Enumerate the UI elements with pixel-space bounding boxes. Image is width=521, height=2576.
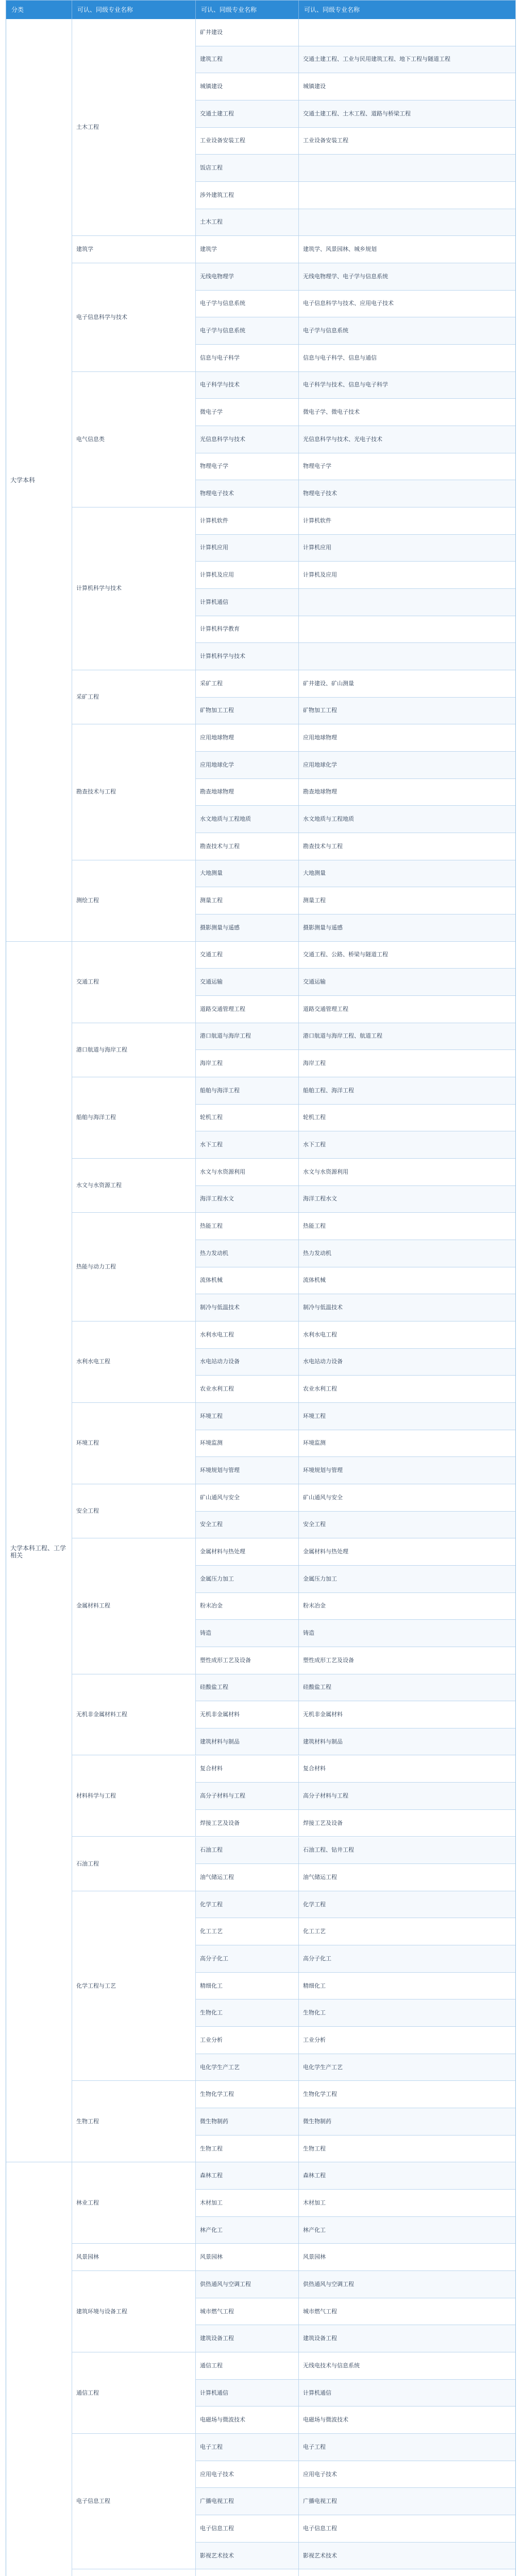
section-cell: 测绘工程	[72, 860, 196, 942]
major-cell: 高分子化工	[196, 1945, 299, 1973]
major-cell: 应用地球化学	[196, 752, 299, 779]
section-cell: 电气信息类	[72, 372, 196, 507]
equivalent-cell: 热力发动机	[299, 1240, 515, 1267]
equivalent-cell: 水利水电工程	[299, 1321, 515, 1349]
section-cell: 材料科学与工程	[72, 1756, 196, 1837]
major-cell: 土木工程	[196, 209, 299, 236]
equivalent-cell: 城镇建设	[299, 73, 515, 100]
section-cell: 交通工程	[72, 942, 196, 1023]
equivalent-cell: 复合材料	[299, 1756, 515, 1783]
major-cell: 生物化工	[196, 1999, 299, 2027]
major-cell: 微电子学	[196, 399, 299, 426]
equivalent-cell: 工业设备安装工程	[299, 128, 515, 155]
major-cell: 城市燃气工程	[196, 2298, 299, 2326]
section-cell: 计算机科学与技术	[72, 507, 196, 670]
major-cell: 交通土建工程	[196, 100, 299, 128]
major-cell: 环境监测	[196, 1430, 299, 1458]
equivalent-cell: 摄影测量与遥感	[299, 914, 515, 942]
header-col-category: 分类	[6, 1, 72, 19]
major-cell: 精细化工	[196, 1973, 299, 2000]
equivalent-cell	[299, 2569, 515, 2576]
major-cell: 矿井建设	[196, 19, 299, 46]
major-cell: 木材加工	[196, 2190, 299, 2217]
category-cell: 大学本科	[6, 19, 72, 942]
major-cell: 生物工程	[196, 2136, 299, 2163]
section-cell: 水利水电工程	[72, 1321, 196, 1403]
equivalent-cell: 光信息科学与技术、光电子技术	[299, 426, 515, 453]
equivalent-cell: 矿山通风与安全	[299, 1484, 515, 1512]
major-cell: 高分子材料与工程	[196, 1783, 299, 1810]
equivalent-cell: 电子信息工程	[299, 2515, 515, 2543]
equivalent-cell: 应用电子技术	[299, 2461, 515, 2488]
major-cell: 影视艺术技术	[196, 2543, 299, 2570]
equivalent-cell: 水下工程	[299, 1131, 515, 1159]
equivalent-cell: 环境规划与管理	[299, 1457, 515, 1484]
equivalent-cell: 应用地球化学	[299, 752, 515, 779]
major-cell: 电子学与信息系统	[196, 291, 299, 318]
equivalent-cell: 计算机软件	[299, 507, 515, 535]
major-cell: 计算机通信	[196, 2380, 299, 2407]
section-cell: 化学工程与工艺	[72, 1891, 196, 2081]
major-cell: 矿山通风与安全	[196, 1484, 299, 1512]
major-cell: 森林工程	[196, 2162, 299, 2190]
header-col-major: 可认、同级专业名称	[196, 1, 299, 19]
section-cell: 通信工程	[72, 2352, 196, 2434]
section-cell: 船舶与海洋工程	[72, 1077, 196, 1159]
equivalent-cell: 计算机及应用	[299, 562, 515, 589]
equivalent-cell: 电子科学与技术、信息与电子科学	[299, 372, 515, 399]
equivalent-cell: 金属压力加工	[299, 1566, 515, 1593]
major-cell: 城镇建设	[196, 73, 299, 100]
equivalent-cell: 水文与水资源利用	[299, 1159, 515, 1186]
major-cell: 水电站动力设备	[196, 1349, 299, 1376]
major-cell: 广播电视工程	[196, 2488, 299, 2515]
equivalent-cell: 精细化工	[299, 1973, 515, 2000]
major-cell: 电子科学与技术	[196, 372, 299, 399]
major-cell: 安全工程	[196, 1512, 299, 1539]
equivalent-cell: 电子信息科学与技术、应用电子技术	[299, 291, 515, 318]
equivalent-cell: 轮机工程	[299, 1105, 515, 1132]
equivalent-cell: 流体机械	[299, 1267, 515, 1295]
section-cell: 电子信息科学与技术	[72, 263, 196, 372]
section-cell: 水文与水资源工程	[72, 1159, 196, 1213]
equivalent-cell: 船舶工程、海洋工程	[299, 1077, 515, 1105]
major-cell: 复合材料	[196, 1756, 299, 1783]
major-cell: 焊接工艺及设备	[196, 1810, 299, 1837]
equivalent-cell: 物理电子技术	[299, 480, 515, 507]
equivalent-cell: 森林工程	[299, 2162, 515, 2190]
equivalent-cell: 海岸工程	[299, 1050, 515, 1077]
equivalent-cell: 电化学生产工艺	[299, 2054, 515, 2081]
equivalent-cell: 大地测量	[299, 860, 515, 888]
major-cell: 生物化学工程	[196, 2081, 299, 2108]
major-cell: 无线电物理学	[196, 263, 299, 291]
section-cell: 电子信息工程	[72, 2434, 196, 2569]
section-cell: 热能与动力工程	[72, 1213, 196, 1321]
equivalent-cell: 交通运输	[299, 969, 515, 996]
major-cell: 水文与水资源利用	[196, 1159, 299, 1186]
major-cell: 海岸工程	[196, 1050, 299, 1077]
equivalent-cell: 水电站动力设备	[299, 1349, 515, 1376]
major-cell: 工业分析	[196, 2027, 299, 2054]
table-header	[6, 1, 515, 19]
major-cell: 电子信息工程	[196, 2515, 299, 2543]
major-cell: 计算机通信	[196, 589, 299, 616]
major-cell: 石油工程	[196, 1837, 299, 1865]
equivalent-cell: 道路交通管理工程	[299, 996, 515, 1023]
major-cell: 铸造	[196, 1620, 299, 1647]
equivalent-cell: 计算机应用	[299, 535, 515, 562]
equivalent-cell: 海洋工程水文	[299, 1186, 515, 1213]
equivalent-cell: 化工工艺	[299, 1918, 515, 1945]
equivalent-cell: 制冷与低温技术	[299, 1294, 515, 1321]
section-cell: 土木工程	[72, 19, 196, 236]
equivalent-cell: 水文地质与工程地质	[299, 806, 515, 833]
equivalent-cell: 建筑学、风景园林、城乡规划	[299, 236, 515, 263]
major-cell: 计算机科学与技术	[196, 643, 299, 670]
major-cell: 制冷与低温技术	[196, 1294, 299, 1321]
major-cell: 建筑学	[196, 236, 299, 263]
category-cell: 大学本科工程、工学相关	[6, 942, 72, 2163]
equivalent-cell: 勘查技术与工程	[299, 833, 515, 860]
equivalent-cell: 生物化工	[299, 1999, 515, 2027]
major-cell: 无机非金属材料	[196, 1701, 299, 1728]
equivalent-cell: 粉末冶金	[299, 1593, 515, 1620]
section-cell: 金属材料工程	[72, 1538, 196, 1674]
major-cell: 应用地球物理	[196, 724, 299, 752]
major-cell	[196, 2569, 299, 2576]
section-cell: 建筑环境与设备工程	[72, 2271, 196, 2352]
equivalent-cell: 勘查地球物理	[299, 779, 515, 806]
equivalent-cell: 农业水利工程	[299, 1376, 515, 1403]
equivalent-cell: 环境工程	[299, 1403, 515, 1430]
major-cell: 环境工程	[196, 1403, 299, 1430]
major-cell: 勘查技术与工程	[196, 833, 299, 860]
section-cell: 环境工程	[72, 1403, 196, 1484]
major-cell: 水下工程	[196, 1131, 299, 1159]
major-cell: 港口航道与海岸工程	[196, 1023, 299, 1050]
major-cell: 粉末冶金	[196, 1593, 299, 1620]
equivalent-cell: 交通土建工程、工业与民用建筑工程、地下工程与隧道工程	[299, 46, 515, 74]
major-cell: 采矿工程	[196, 670, 299, 698]
major-cell: 涉外建筑工程	[196, 182, 299, 209]
equivalent-cell	[299, 19, 515, 46]
major-cell: 油气储运工程	[196, 1864, 299, 1891]
equivalent-cell: 硅酸盐工程	[299, 1674, 515, 1702]
equivalent-cell: 林产化工	[299, 2217, 515, 2244]
major-cell: 化学工程	[196, 1891, 299, 1919]
equivalent-cell	[299, 589, 515, 616]
equivalent-cell: 微电子学、微电子技术	[299, 399, 515, 426]
equivalent-cell: 安全工程	[299, 1512, 515, 1539]
major-cell: 交通运输	[196, 969, 299, 996]
major-cell: 大地测量	[196, 860, 299, 888]
equivalent-cell: 石油工程、钻井工程	[299, 1837, 515, 1865]
section-cell: 石油工程	[72, 1837, 196, 1891]
major-cell: 计算机软件	[196, 507, 299, 535]
equivalent-cell	[299, 182, 515, 209]
section-cell: 采矿工程	[72, 670, 196, 724]
equivalent-cell: 环境监测	[299, 1430, 515, 1458]
equivalent-cell	[299, 155, 515, 182]
major-cell: 金属材料与热处理	[196, 1538, 299, 1566]
equivalent-cell: 热能工程	[299, 1213, 515, 1240]
major-cell: 工业设备安装工程	[196, 128, 299, 155]
equivalent-cell: 焊接工艺及设备	[299, 1810, 515, 1837]
major-cell: 矿物加工工程	[196, 698, 299, 725]
equivalent-cell: 影视艺术技术	[299, 2543, 515, 2570]
section-cell: 风景园林	[72, 2244, 196, 2271]
major-cell: 光信息科学与技术	[196, 426, 299, 453]
equivalent-cell: 无线电技术与信息系统	[299, 2352, 515, 2380]
equivalent-cell: 金属材料与热处理	[299, 1538, 515, 1566]
major-cell: 电子学与信息系统	[196, 317, 299, 345]
major-cell: 信息与电子科学	[196, 345, 299, 372]
equivalent-cell: 港口航道与海岸工程、航道工程	[299, 1023, 515, 1050]
major-cell: 计算机科学教育	[196, 616, 299, 643]
equivalent-cell	[299, 209, 515, 236]
major-cell: 农业水利工程	[196, 1376, 299, 1403]
major-cell: 电化学生产工艺	[196, 2054, 299, 2081]
major-cell: 轮机工程	[196, 1105, 299, 1132]
equivalent-cell: 电磁场与微波技术	[299, 2406, 515, 2434]
major-cell: 化工工艺	[196, 1918, 299, 1945]
equivalent-cell: 交通工程、公路、桥梁与隧道工程	[299, 942, 515, 969]
equivalent-cell: 生物化学工程	[299, 2081, 515, 2108]
equivalent-cell: 微生物制药	[299, 2108, 515, 2136]
equivalent-cell: 供热通风与空调工程	[299, 2271, 515, 2298]
section-cell: 安全工程	[72, 1484, 196, 1538]
major-cell: 船舶与海洋工程	[196, 1077, 299, 1105]
major-cell: 环境规划与管理	[196, 1457, 299, 1484]
major-cell: 电子工程	[196, 2434, 299, 2461]
equivalent-cell: 无线电物理学、电子学与信息系统	[299, 263, 515, 291]
header-col-equivalent: 可认、同级专业名称	[304, 6, 360, 13]
major-cell: 风景园林	[196, 2244, 299, 2271]
equivalent-cell: 建筑设备工程	[299, 2325, 515, 2352]
equivalent-cell: 测量工程	[299, 887, 515, 914]
section-cell: 林业工程	[72, 2162, 196, 2244]
major-cell: 供热通风与空调工程	[196, 2271, 299, 2298]
equivalent-cell: 高分子材料与工程	[299, 1783, 515, 1810]
equivalent-cell: 矿井建设、矿山测量	[299, 670, 515, 698]
major-cell: 电磁场与微波技术	[196, 2406, 299, 2434]
section-cell: 勘查技术与工程	[72, 724, 196, 860]
equivalent-cell: 化学工程	[299, 1891, 515, 1919]
equivalent-cell	[299, 616, 515, 643]
section-cell: 生物工程	[72, 2081, 196, 2162]
equivalent-cell: 木材加工	[299, 2190, 515, 2217]
major-cell: 计算机应用	[196, 535, 299, 562]
major-cell: 硅酸盐工程	[196, 1674, 299, 1702]
equivalent-cell: 风景园林	[299, 2244, 515, 2271]
equivalent-cell: 建筑材料与制品	[299, 1728, 515, 1756]
section-cell: 建筑学	[72, 236, 196, 263]
section-cell	[72, 2569, 196, 2576]
equivalent-cell: 无机非金属材料	[299, 1701, 515, 1728]
major-cell: 热能工程	[196, 1213, 299, 1240]
equivalent-cell: 高分子化工	[299, 1945, 515, 1973]
equivalent-cell: 生物工程	[299, 2136, 515, 2163]
major-cell: 建筑材料与制品	[196, 1728, 299, 1756]
major-cell: 通信工程	[196, 2352, 299, 2380]
majors-table	[6, 0, 516, 2576]
major-cell: 建筑工程	[196, 46, 299, 74]
major-cell: 塑性成形工艺及设备	[196, 1647, 299, 1674]
major-cell: 计算机及应用	[196, 562, 299, 589]
major-cell: 热力发动机	[196, 1240, 299, 1267]
major-cell: 林产化工	[196, 2217, 299, 2244]
equivalent-cell: 广播电视工程	[299, 2488, 515, 2515]
equivalent-cell: 矿物加工工程	[299, 698, 515, 725]
equivalent-cell: 计算机通信	[299, 2380, 515, 2407]
equivalent-cell: 城市燃气工程	[299, 2298, 515, 2326]
major-cell: 测量工程	[196, 887, 299, 914]
equivalent-cell	[299, 643, 515, 670]
equivalent-cell: 油气储运工程	[299, 1864, 515, 1891]
equivalent-cell: 塑性成形工艺及设备	[299, 1647, 515, 1674]
major-cell: 水文地质与工程地质	[196, 806, 299, 833]
major-cell: 交通工程	[196, 942, 299, 969]
major-cell: 应用电子技术	[196, 2461, 299, 2488]
header-col-section: 可认、同级专业名称	[72, 1, 196, 19]
major-cell: 建筑设备工程	[196, 2325, 299, 2352]
major-cell: 物理电子学	[196, 453, 299, 481]
major-cell: 金属压力加工	[196, 1566, 299, 1593]
major-cell: 海洋工程水文	[196, 1186, 299, 1213]
equivalent-cell: 工业分析	[299, 2027, 515, 2054]
equivalent-cell: 铸造	[299, 1620, 515, 1647]
equivalent-cell: 交通土建工程、土木工程、道路与桥梁工程	[299, 100, 515, 128]
equivalent-cell: 信息与电子科学、信息与通信	[299, 345, 515, 372]
section-cell: 无机非金属材料工程	[72, 1674, 196, 1756]
equivalent-cell: 应用地球物理	[299, 724, 515, 752]
category-cell	[6, 2162, 72, 2576]
major-cell: 流体机械	[196, 1267, 299, 1295]
equivalent-cell: 电子学与信息系统	[299, 317, 515, 345]
section-cell: 港口航道与海岸工程	[72, 1023, 196, 1077]
major-cell: 物理电子技术	[196, 480, 299, 507]
major-cell: 道路交通管理工程	[196, 996, 299, 1023]
major-cell: 微生物制药	[196, 2108, 299, 2136]
equivalent-cell: 物理电子学	[299, 453, 515, 481]
major-cell: 水利水电工程	[196, 1321, 299, 1349]
major-cell: 摄影测量与遥感	[196, 914, 299, 942]
major-cell: 勘查地球物理	[196, 779, 299, 806]
equivalent-cell: 电子工程	[299, 2434, 515, 2461]
major-cell: 饭店工程	[196, 155, 299, 182]
